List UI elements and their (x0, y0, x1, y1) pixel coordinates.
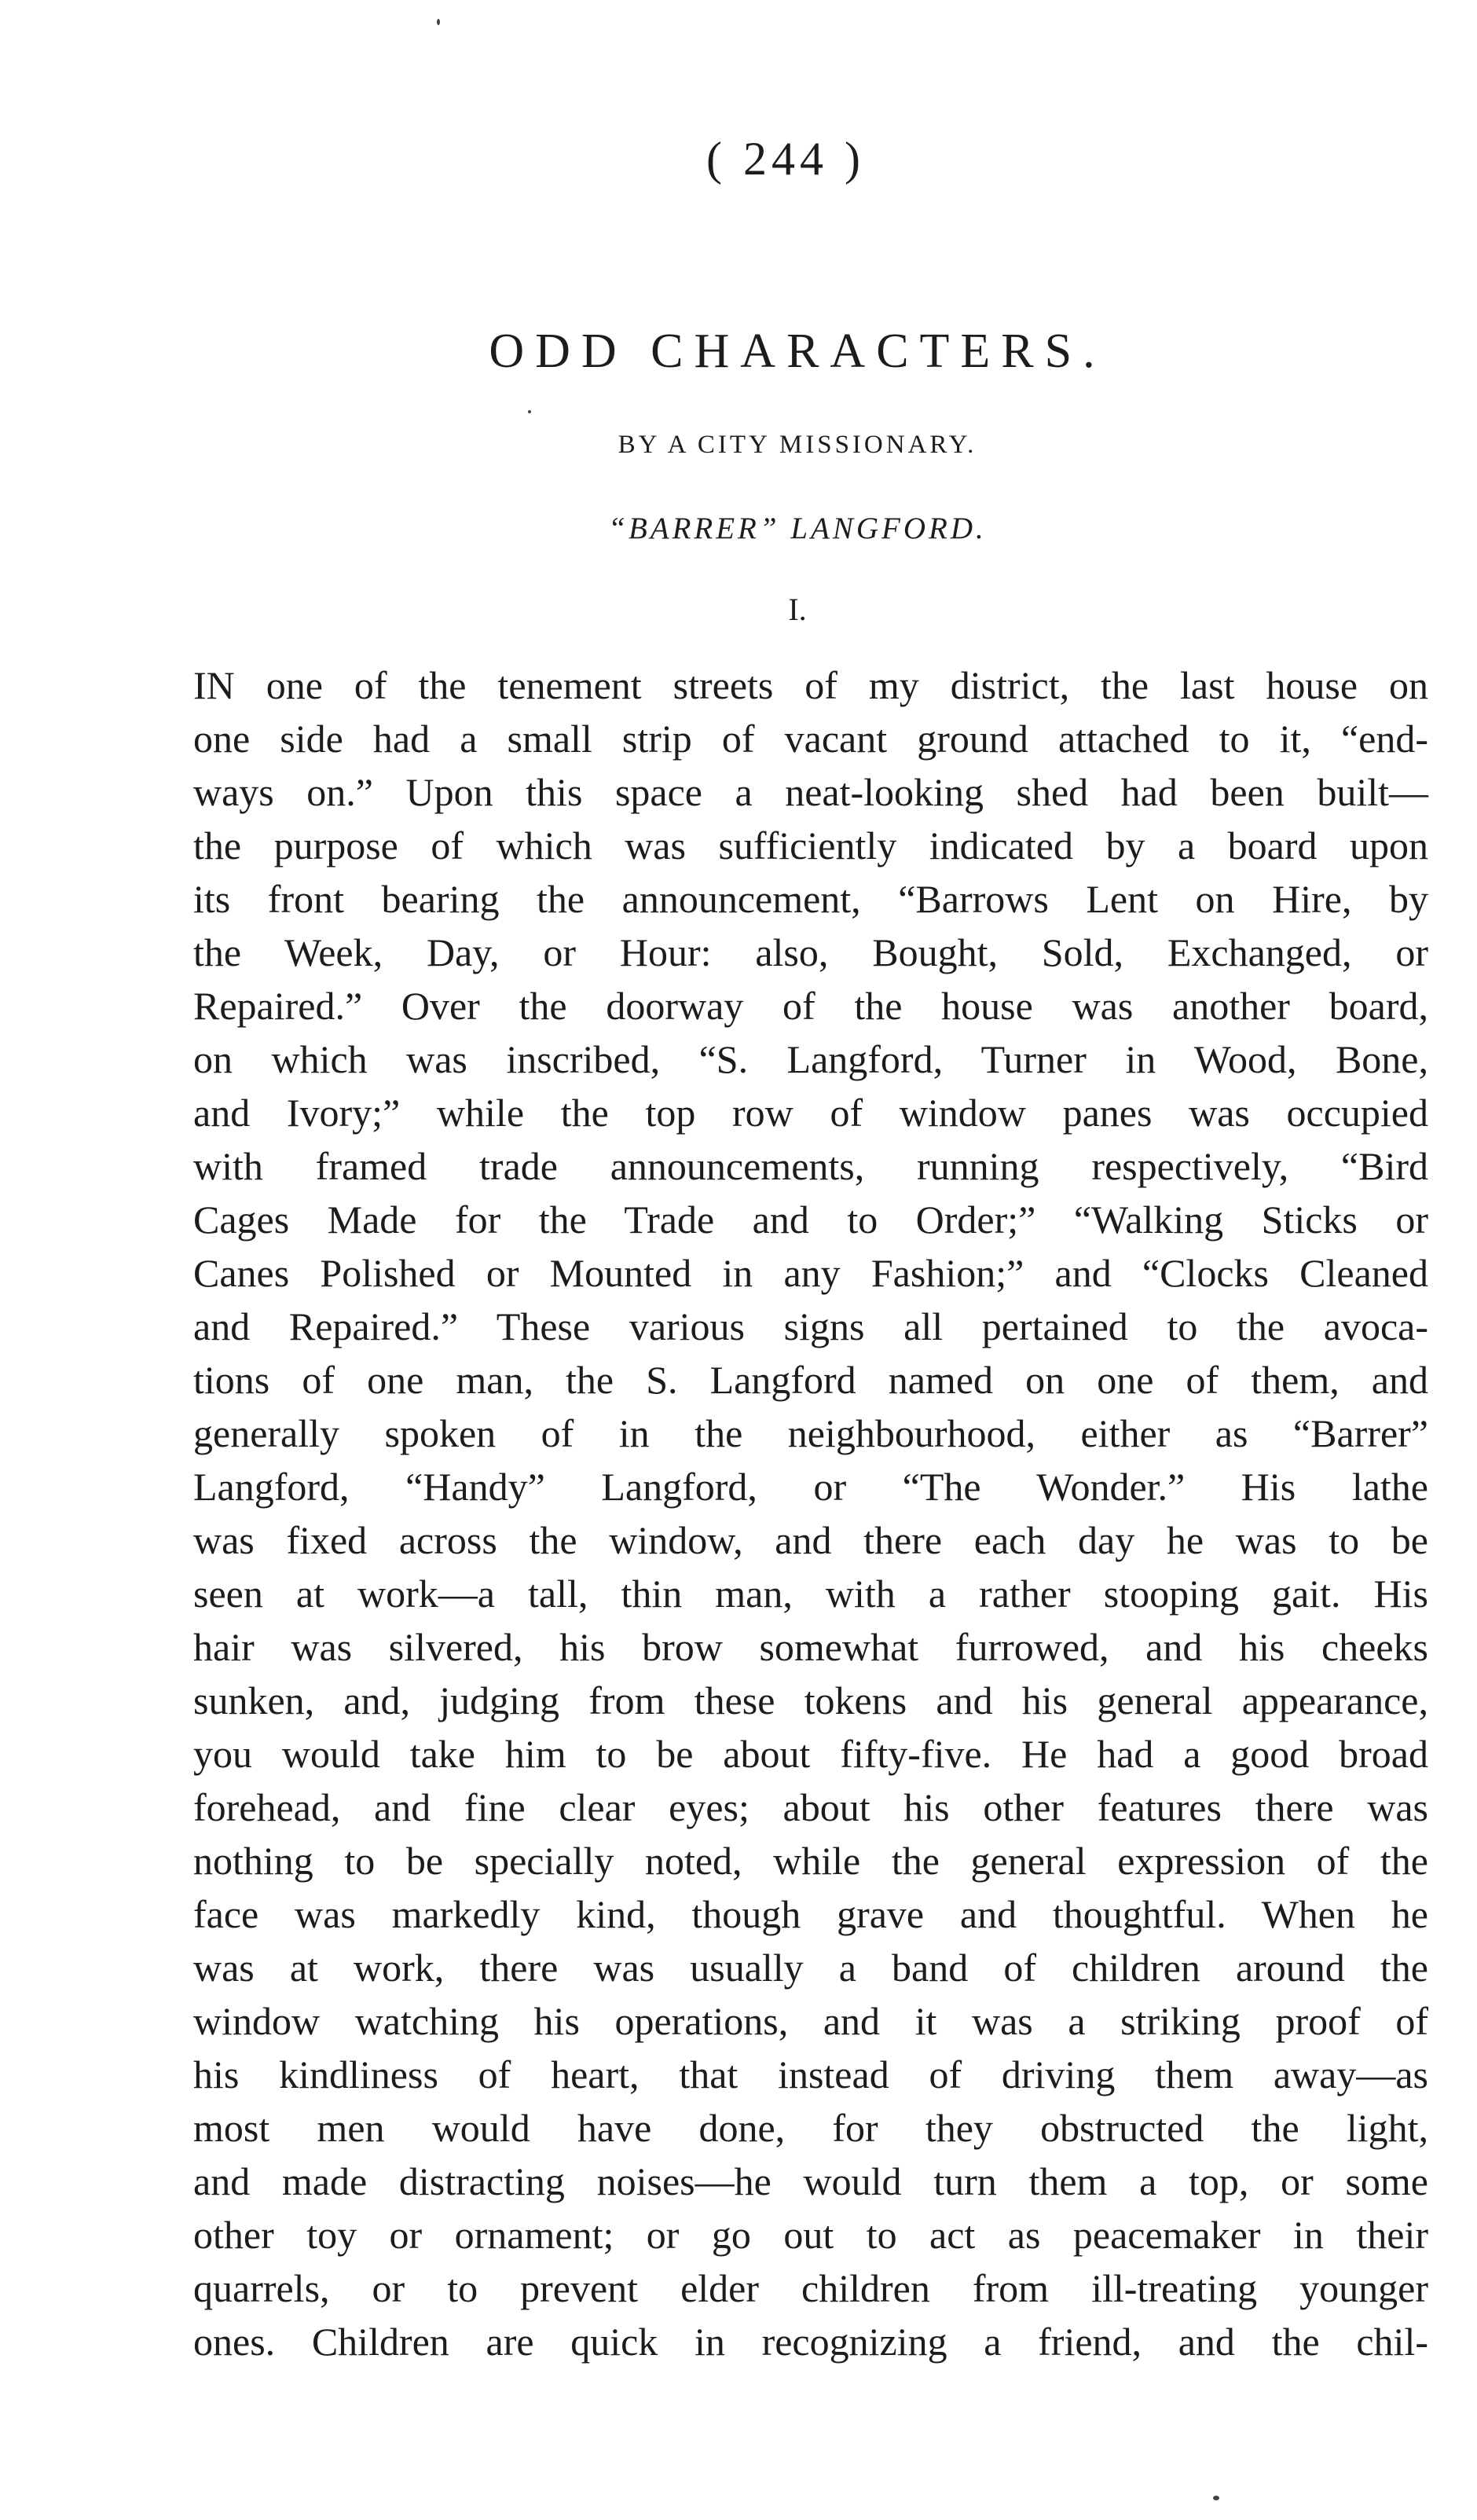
text-line: the purpose of which was sufficiently indicated by a board upon (193, 823, 1428, 868)
scan-speck (437, 19, 440, 25)
chapter-title: ODD CHARACTERS. (489, 325, 1106, 378)
text-line: its front bearing the announcement, “Barrows Lent on Hire, by (193, 877, 1428, 921)
text-line: you would take him to be about fifty-five. He had a good broad (193, 1732, 1428, 1776)
page-number: ( 244 ) (706, 133, 865, 185)
text-line: was fixed across the window, and there each day he was to be (193, 1518, 1428, 1562)
text-line: ones. Children are quick in recognizing a friend, and the chil- (193, 2320, 1428, 2364)
text-line: generally spoken of in the neighbourhood, either as “Barrer” (193, 1411, 1428, 1455)
text-line: face was markedly kind, though grave and thoughtful. When he (193, 1892, 1428, 1936)
text-line: his kindliness of heart, that instead of driving them away—as (193, 2052, 1428, 2096)
text-line: most men would have done, for they obstructed the light, (193, 2106, 1428, 2150)
text-line: forehead, and fine clear eyes; about his other features there was (193, 1785, 1428, 1829)
text-line: the Week, Day, or Hour: also, Bought, Sold, Exchanged, or (193, 930, 1428, 974)
text-line: and made distracting noises—he would turn them a top, or some (193, 2159, 1428, 2203)
text-line: and Ivory;” while the top row of window panes was occupied (193, 1091, 1428, 1135)
text-line: tions of one man, the S. Langford named on one of them, and (193, 1358, 1428, 1402)
text-line: ways on.” Upon this space a neat-looking shed had been built— (193, 770, 1428, 814)
text-line: Repaired.” Over the doorway of the house was another board, (193, 984, 1428, 1028)
text-line: Cages Made for the Trade and to Order;” “Walking Sticks or (193, 1198, 1428, 1242)
text-line: sunken, and, judging from these tokens and his general appearance, (193, 1678, 1428, 1722)
text-line: seen at work—a tall, thin man, with a rather stooping gait. His (193, 1572, 1428, 1616)
text-line: Langford, “Handy” Langford, or “The Wonder.” His lathe (193, 1465, 1428, 1509)
text-line: hair was silvered, his brow somewhat furrowed, and his cheeks (193, 1625, 1428, 1669)
text-line: quarrels, or to prevent elder children from ill-treating younger (193, 2266, 1428, 2310)
text-line: on which was inscribed, “S. Langford, Turner in Wood, Bone, (193, 1037, 1428, 1081)
text-line: window watching his operations, and it was a striking proof of (193, 1999, 1428, 2043)
body-paragraph (193, 658, 1428, 2368)
text-line: one side had a small strip of vacant ground attached to it, “end- (193, 717, 1428, 761)
subtitle: “BARRER” LANGFORD. (608, 512, 987, 545)
text-line: Canes Polished or Mounted in any Fashion;” and “Clocks Cleaned (193, 1251, 1428, 1295)
section-numeral: I. (788, 592, 807, 627)
text-line: was at work, there was usually a band of children around the (193, 1946, 1428, 1990)
scan-speck (1213, 2496, 1219, 2500)
text-line: and Repaired.” These various signs all pertained to the avoca- (193, 1304, 1428, 1348)
scan-speck (528, 410, 531, 413)
text-line: nothing to be specially noted, while the general expression of the (193, 1839, 1428, 1883)
byline: BY A CITY MISSIONARY. (618, 431, 977, 459)
text-line: IN one of the tenement streets of my district, the last house on (193, 663, 1428, 707)
text-line: with framed trade announcements, running respectively, “Bird (193, 1144, 1428, 1188)
text-line: other toy or ornament; or go out to act as peacemaker in their (193, 2213, 1428, 2257)
